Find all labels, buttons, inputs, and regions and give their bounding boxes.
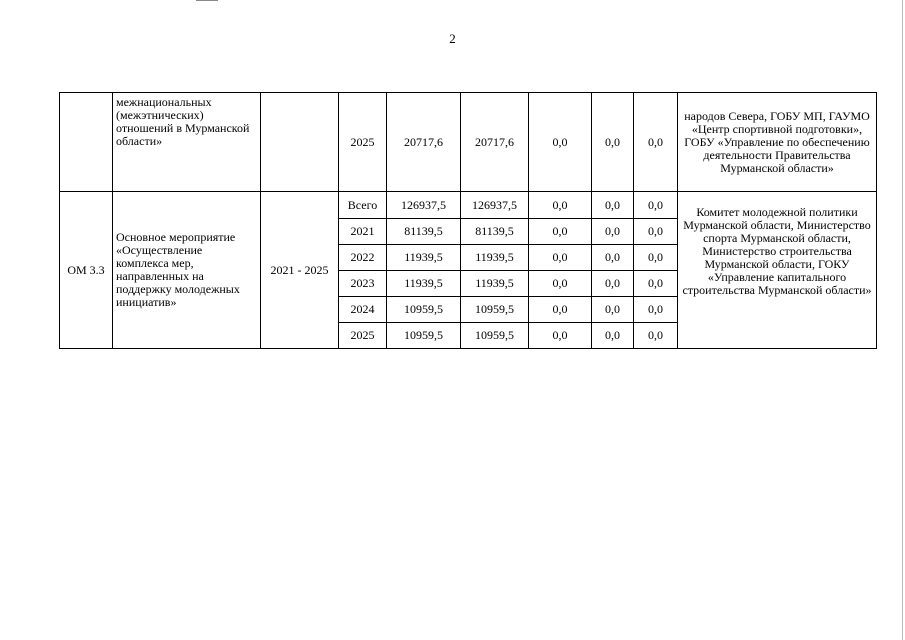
federal-cell: 0,0 [529, 192, 592, 219]
regional-cell: 10959,5 [461, 297, 529, 323]
total-cell: 10959,5 [387, 297, 461, 323]
period-cell: 2021 - 2025 [261, 192, 339, 349]
total-cell: 10959,5 [387, 323, 461, 349]
regional-cell: 81139,5 [461, 219, 529, 245]
page-number: 2 [449, 31, 456, 46]
local-cell: 0,0 [592, 219, 634, 245]
total-cell: 126937,5 [387, 192, 461, 219]
other-cell: 0,0 [634, 93, 678, 192]
federal-cell: 0,0 [529, 219, 592, 245]
other-cell: 0,0 [634, 271, 678, 297]
federal-cell: 0,0 [529, 297, 592, 323]
year-cell: 2025 [339, 323, 387, 349]
measure-name-cell: межнациональных (межэтнических) отношений в Мурманской области» [113, 93, 261, 192]
total-cell: 20717,6 [387, 93, 461, 192]
total-cell: 11939,5 [387, 271, 461, 297]
regional-cell: 11939,5 [461, 245, 529, 271]
budget-table [59, 92, 877, 349]
total-cell: 11939,5 [387, 245, 461, 271]
scan-edge-line [902, 0, 903, 640]
regional-cell: 126937,5 [461, 192, 529, 219]
scan-artifact-line [196, 0, 218, 1]
regional-cell: 11939,5 [461, 271, 529, 297]
other-cell: 0,0 [634, 192, 678, 219]
table-row [60, 192, 877, 219]
local-cell: 0,0 [592, 192, 634, 219]
other-cell: 0,0 [634, 297, 678, 323]
local-cell: 0,0 [592, 323, 634, 349]
local-cell: 0,0 [592, 245, 634, 271]
other-cell: 0,0 [634, 245, 678, 271]
executors-cell: Комитет молодежной политики Мурманской области, Министерство спорта Мурманской области, Министерство строительства Мурманской области, ГОКУ «Управление капитального строительства Мурманской области» [678, 192, 877, 349]
local-cell: 0,0 [592, 93, 634, 192]
federal-cell: 0,0 [529, 93, 592, 192]
local-cell: 0,0 [592, 297, 634, 323]
federal-cell: 0,0 [529, 323, 592, 349]
regional-cell: 10959,5 [461, 323, 529, 349]
year-cell: 2025 [339, 93, 387, 192]
table-row-continuation [60, 93, 877, 192]
other-cell: 0,0 [634, 323, 678, 349]
local-cell: 0,0 [592, 271, 634, 297]
measure-code-cell [60, 93, 113, 192]
measure-code-cell: ОМ 3.3 [60, 192, 113, 349]
year-cell: 2024 [339, 297, 387, 323]
period-cell [261, 93, 339, 192]
regional-cell: 20717,6 [461, 93, 529, 192]
year-cell: 2021 [339, 219, 387, 245]
executors-cell: народов Севера, ГОБУ МП, ГАУМО «Центр спортивной подготовки», ГОБУ «Управление по обеспечению деятельности Правительства Мурманской области» [678, 93, 877, 192]
year-cell: Всего [339, 192, 387, 219]
year-cell: 2022 [339, 245, 387, 271]
measure-name-cell: Основное мероприятие «Осуществление комплекса мер, направленных на поддержку молодежных инициатив» [113, 192, 261, 349]
other-cell: 0,0 [634, 219, 678, 245]
federal-cell: 0,0 [529, 271, 592, 297]
year-cell: 2023 [339, 271, 387, 297]
total-cell: 81139,5 [387, 219, 461, 245]
federal-cell: 0,0 [529, 245, 592, 271]
